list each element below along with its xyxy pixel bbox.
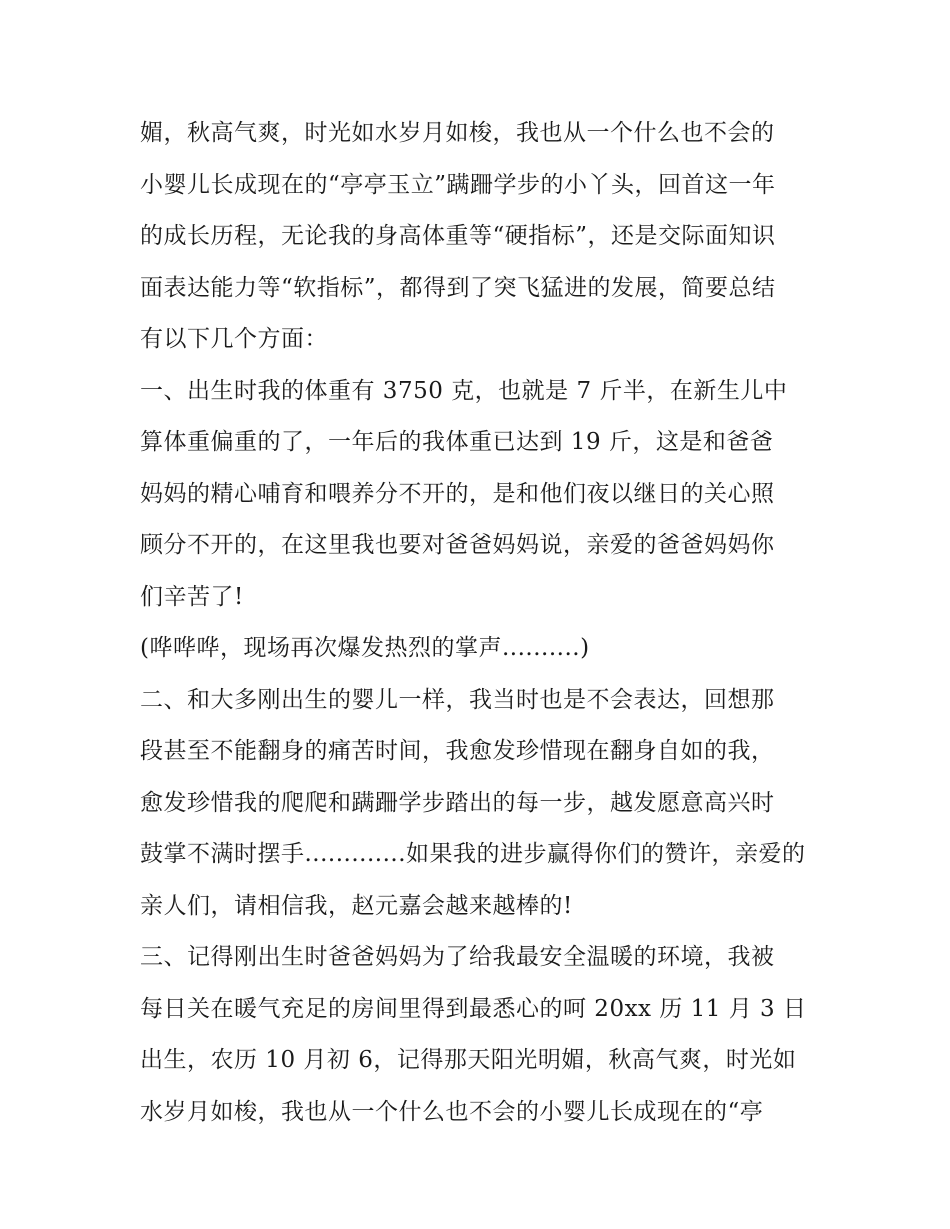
text-line: 鼓掌不满时摆手.............如果我的进步赢得你们的赞许，亲爱的: [140, 841, 806, 867]
text-line: 面表达能力等“软指标”，都得到了突飞猛进的发展，简要总结: [140, 274, 776, 301]
text-line: 一、出生时我的体重有 3750 克，也就是 7 斤半，在新生儿中: [140, 377, 788, 404]
text-line: 二、和大多刚出生的婴儿一样，我当时也是不会表达，回想那: [140, 686, 775, 713]
text-line: 三、记得刚出生时爸爸妈妈为了给我最安全温暖的环境，我被: [140, 944, 775, 970]
text-line: 有以下几个方面：: [140, 326, 328, 352]
body-text: [140, 108, 820, 1138]
text-line: 们辛苦了!: [140, 583, 244, 610]
text-line: 水岁月如梭，我也从一个什么也不会的小婴儿长成现在的“亭: [140, 1098, 764, 1125]
text-line: 亲人们，请相信我，赵元嘉会越来越棒的!: [140, 892, 573, 919]
text-line: 的成长历程，无论我的身高体重等“硬指标”，还是交际面知识: [140, 223, 776, 249]
text-line: (哗哗哗，现场再次爆发热烈的掌声..........): [140, 635, 590, 661]
text-line: 算体重偏重的了，一年后的我体重已达到 19 斤，这是和爸爸: [140, 429, 774, 455]
text-line: 愈发珍惜我的爬爬和蹒跚学步踏出的每一步，越发愿意高兴时: [140, 789, 775, 816]
text-line: 出生，农历 10 月初 6，记得那天阳光明媚，秋高气爽，时光如: [140, 1047, 797, 1073]
text-line: 顾分不开的，在这里我也要对爸爸妈妈说，亲爱的爸爸妈妈你: [140, 532, 775, 558]
text-line: 媚，秋高气爽，时光如水岁月如梭，我也从一个什么也不会的: [140, 120, 775, 146]
text-line: 小婴儿长成现在的“亭亭玉立”蹒跚学步的小丫头，回首这一年: [140, 171, 776, 198]
text-line: 每日关在暖气充足的房间里得到最悉心的呵 20xx 历 11 月 3 日: [140, 995, 807, 1022]
text-line: 段甚至不能翻身的痛苦时间，我愈发珍惜现在翻身自如的我，: [140, 738, 775, 764]
text-line: 妈妈的精心哺育和喂养分不开的，是和他们夜以继日的关心照: [140, 480, 775, 507]
